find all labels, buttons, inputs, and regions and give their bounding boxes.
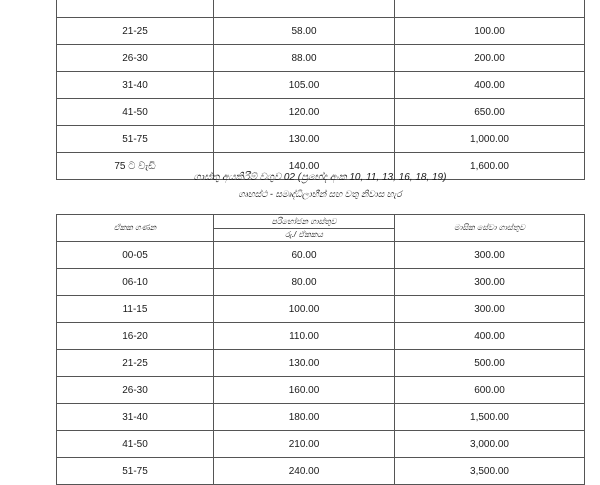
- service-charge-cell: 3,000.00: [395, 431, 585, 458]
- usage-charge-cell: 110.00: [214, 323, 395, 350]
- table-row: [57, 323, 585, 350]
- header-usage-charge: පරිභෝජන ගාස්තුව: [214, 215, 395, 229]
- table-row: [57, 269, 585, 296]
- usage-charge-cell: 105.00: [214, 72, 395, 99]
- usage-charge-cell: 140.00: [214, 153, 395, 180]
- table-row: [57, 458, 585, 485]
- table-row: [57, 377, 585, 404]
- units-cell: 51-75: [57, 458, 214, 485]
- units-cell: 51-75: [57, 126, 214, 153]
- units-cell: 16-20: [57, 323, 214, 350]
- table-row: [57, 431, 585, 458]
- units-cell: 06-10: [57, 269, 214, 296]
- units-cell: 26-30: [57, 377, 214, 404]
- service-charge-cell: 300.00: [395, 242, 585, 269]
- tariff-table-2: [56, 214, 585, 485]
- units-cell: 41-50: [57, 99, 214, 126]
- header-service-charge: [395, 215, 585, 242]
- table-row: [57, 18, 585, 45]
- header-units: ඒකක ගණන: [57, 215, 214, 242]
- table-row: [57, 242, 585, 269]
- section-title: ගාස්තු අයකිරීම් වගුව 02 (ප්‍රභේද අංක 10, 11, 13, 16, 18, 19): [193, 172, 447, 183]
- units-cell: 21-25: [57, 18, 214, 45]
- section-subtitle: ගෘහස්ථ - සමෘද්ධිලාභීන් සහ වතු නිවාස හැර: [238, 189, 402, 199]
- service-charge-cell: 3,500.00: [395, 458, 585, 485]
- table-row: [57, 350, 585, 377]
- service-charge-cell: 600.00: [395, 377, 585, 404]
- units-cell: 00-05: [57, 242, 214, 269]
- usage-charge-cell: 240.00: [214, 458, 395, 485]
- usage-charge-cell: 60.00: [214, 242, 395, 269]
- service-charge-cell: 1,000.00: [395, 126, 585, 153]
- table-header-row: [57, 215, 585, 229]
- units-cell: 75 ට වැඩි: [57, 153, 214, 180]
- units-cell: [57, 0, 214, 18]
- service-charge-cell: 300.00: [395, 296, 585, 323]
- service-charge-cell: 650.00: [395, 99, 585, 126]
- service-charge-cell: 400.00: [395, 323, 585, 350]
- service-charge-cell: 400.00: [395, 72, 585, 99]
- table-row: [57, 126, 585, 153]
- usage-charge-cell: 88.00: [214, 45, 395, 72]
- usage-charge-cell: 120.00: [214, 99, 395, 126]
- table-row: [57, 72, 585, 99]
- usage-charge-cell: 130.00: [214, 126, 395, 153]
- service-charge-cell: 1,600.00: [395, 153, 585, 180]
- service-charge-cell: 500.00: [395, 350, 585, 377]
- service-charge-cell: 300.00: [395, 269, 585, 296]
- units-cell: 31-40: [57, 404, 214, 431]
- service-charge-cell: 100.00: [395, 18, 585, 45]
- units-cell: 11-15: [57, 296, 214, 323]
- table-row: [57, 296, 585, 323]
- units-cell: 31-40: [57, 72, 214, 99]
- service-charge-cell: 200.00: [395, 45, 585, 72]
- table-row: [57, 99, 585, 126]
- usage-charge-cell: 80.00: [214, 269, 395, 296]
- usage-charge-cell: 210.00: [214, 431, 395, 458]
- header-service-charge-label: මාසික සේවා ගාස්තුව: [453, 223, 525, 232]
- usage-charge-cell: 160.00: [214, 377, 395, 404]
- header-usage-unit: රු./ ඒකකය: [214, 229, 395, 242]
- table-row: [57, 45, 585, 72]
- units-cell: 41-50: [57, 431, 214, 458]
- service-charge-cell: [395, 0, 585, 18]
- tariff-table-1: [56, 0, 585, 180]
- service-charge-cell: 1,500.00: [395, 404, 585, 431]
- usage-charge-cell: 180.00: [214, 404, 395, 431]
- units-cell: 21-25: [57, 350, 214, 377]
- usage-charge-cell: [214, 0, 395, 18]
- table-row: [57, 0, 585, 18]
- usage-charge-cell: 130.00: [214, 350, 395, 377]
- table-row: [57, 404, 585, 431]
- usage-charge-cell: 58.00: [214, 18, 395, 45]
- usage-charge-cell: 100.00: [214, 296, 395, 323]
- units-cell: 26-30: [57, 45, 214, 72]
